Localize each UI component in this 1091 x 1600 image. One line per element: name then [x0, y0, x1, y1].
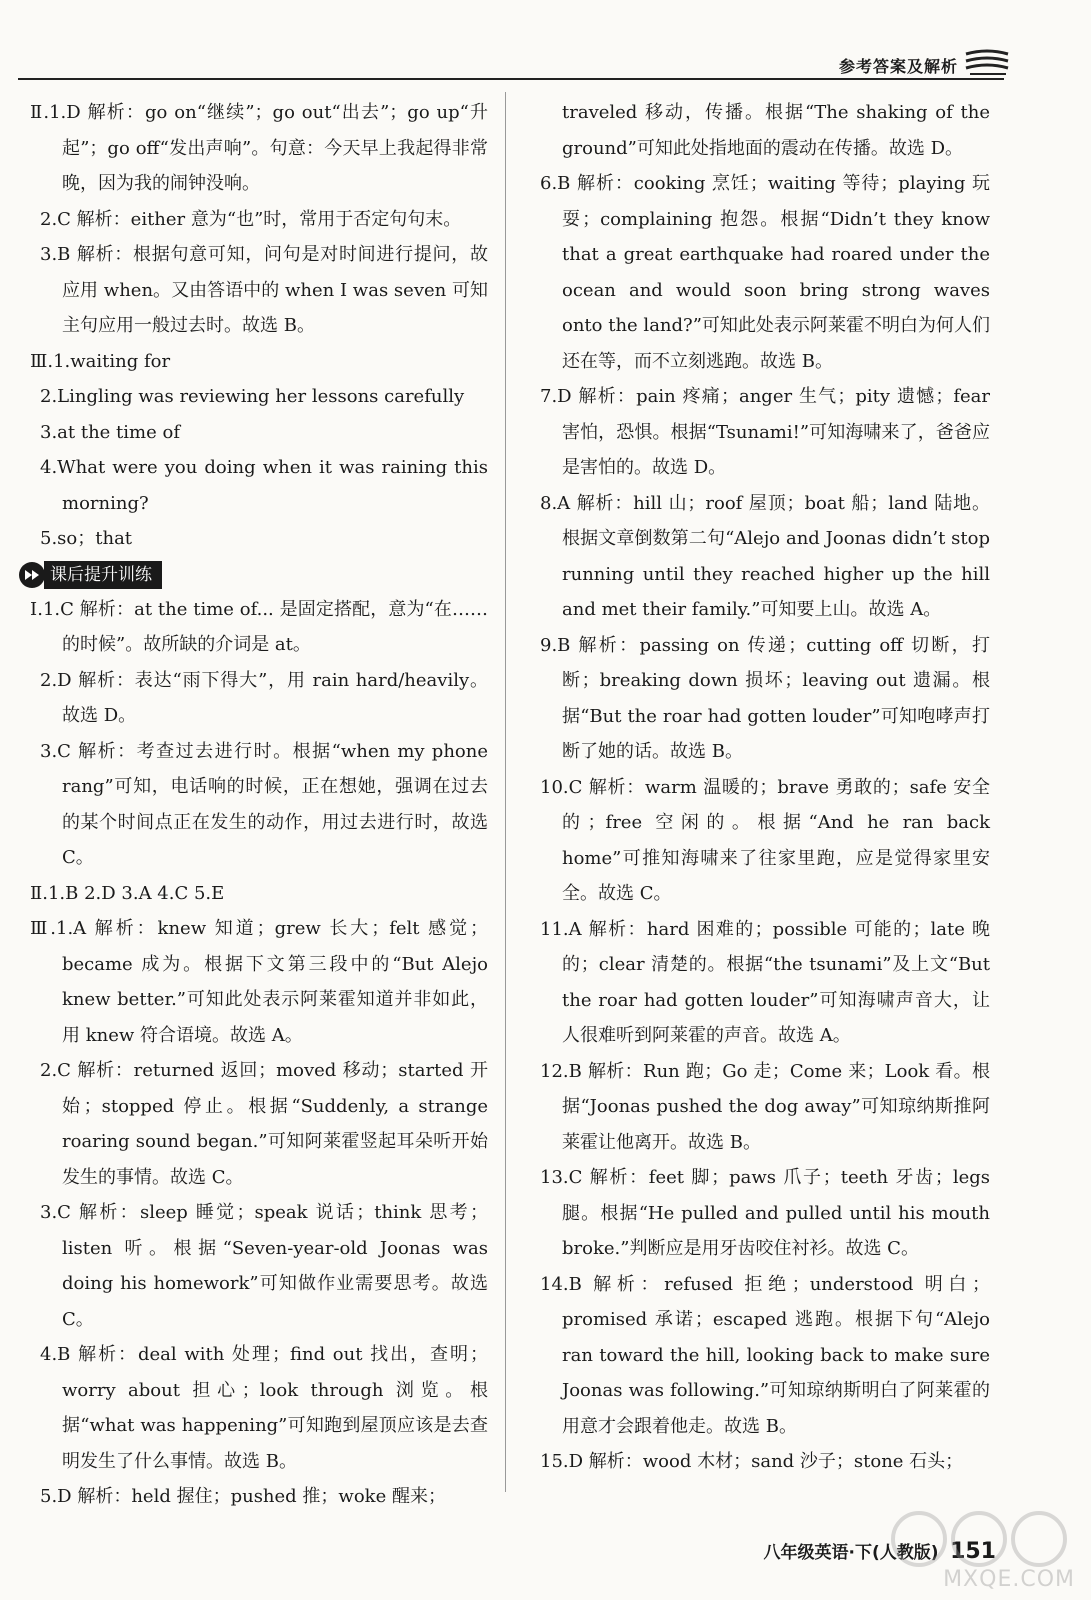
- answer-item: 8.A 解析：hill 山；roof 屋顶；boat 船；land 陆地。根据文章倒数第二句“Alejo and Joonas didn’t stop running until they reached higher up the hill and met their family.”可知要上山。故选 A。: [540, 492, 990, 620]
- header-title: 参考答案及解析: [838, 57, 958, 76]
- answer-item: 10.C 解析：warm 温暖的；brave 勇敢的；safe 安全的；free 空闲的。根据“And he ran back home”可推知海啸来了往家里跑，应是觉得家里安全。故选 C。: [540, 776, 990, 904]
- answer-item: traveled 移动，传播。根据“The shaking of the ground”可知此处指地面的震动在传播。故选 D。: [562, 102, 990, 159]
- answer-item: 9.B 解析：passing on 传递；cutting off 切断，打断；breaking down 损坏；leaving out 遗漏。根据“But the roar had gotten louder”可知咆哮声打断了她的话。故选 B。: [540, 634, 990, 762]
- answer-item: Ⅰ.1.C 解析：at the time of... 是固定搭配，意为“在……的时候”。故所缺的介词是 at。: [30, 598, 488, 655]
- answer-item: 13.C 解析：feet 脚；paws 爪子；teeth 牙齿；legs 腿。根据“He pulled and pulled until his mouth broke.”判断应是用牙齿咬住衬衫。故选 C。: [540, 1167, 990, 1259]
- answer-item: 3.B 解析：根据句意可知，问句是对时间进行提问，故应用 when。又由答语中的 when I was seven 可知主句应用一般过去时。故选 B。: [40, 244, 488, 336]
- page-number: 151: [950, 1539, 996, 1564]
- answer-item: 7.D 解析：pain 疼痛；anger 生气；pity 遗憾；fear 害怕，恐惧。根据“Tsunami!”可知海啸来了，爸爸应是害怕的。故选 D。: [540, 386, 990, 478]
- book-title: 八年级英语·下(人教版): [763, 1543, 939, 1563]
- answer-item: 6.B 解析：cooking 烹饪；waiting 等待；playing 玩耍；complaining 抱怨。根据“Didn’t they know that a great earthquake had roared under the ocean and would soon bring strong waves onto the land?”可知此处表示阿莱霍不明白为何人们还在等，而不立刻逃跑。故选 B。: [540, 173, 990, 372]
- answer-item: 5.D 解析：held 握住；pushed 推；woke 醒来；: [40, 1486, 446, 1507]
- arrow-badge-icon: [18, 561, 46, 589]
- answer-list-part1: [30, 95, 488, 557]
- answer-item: Ⅲ.1.A 解析：knew 知道；grew 长大；felt 感觉；became 成为。根据下文第三段中的“But Alejo knew better.”可知此处表示阿莱霍知道并非如此，用 knew 符合语境。故选 A。: [30, 918, 488, 1046]
- answer-item: 3.at the time of: [40, 421, 180, 443]
- page-header: [18, 40, 1018, 84]
- section-banner-label: 课后提升训练: [44, 561, 162, 589]
- answer-item: 14.B 解析：refused 拒绝；understood 明白；promised 承诺；escaped 逃跑。根据下句“Alejo ran toward the hill, looking back to make sure Joonas was following.”可知琼纳斯明白了阿莱霍的用意才会跟着他走。故选 B。: [540, 1273, 990, 1437]
- right-column: [540, 95, 990, 1480]
- answer-item: 3.C 解析：sleep 睡觉；speak 说话；think 思考；listen 听。根据“Seven-year-old Joonas was doing his homework”可知做作业需要思考。故选 C。: [40, 1202, 488, 1330]
- section-banner: [18, 560, 488, 590]
- watermark-logo-icon: [879, 1504, 1079, 1574]
- answer-item: 5.so；that: [40, 528, 133, 549]
- answer-item: 2.C 解析：either 意为“也”时，常用于否定句句末。: [40, 208, 462, 230]
- answer-item: 11.A 解析：hard 困难的；possible 可能的；late 晚的；clear 清楚的。根据“the tsunami”及上文“But the roar had gotten louder”可知海啸声音大，让人很难听到阿莱霍的声音。故选 A。: [540, 918, 990, 1046]
- answer-item: 4.B 解析：deal with 处理；find out 找出，查明；worry about 担心；look through 浏览。根据“what was happening”可知跑到屋顶应该是去查明发生了什么事情。故选 B。: [40, 1344, 488, 1472]
- answer-item: 12.B 解析：Run 跑；Go 走；Come 来；Look 看。根据“Joonas pushed the dog away”可知琼纳斯推阿莱霍让他离开。故选 B。: [540, 1060, 990, 1153]
- answer-item: 3.C 解析：考查过去进行时。根据“when my phone rang”可知，电话响的时候，正在想她，强调在过去的某个时间点正在发生的动作，用过去进行时，故选 C。: [40, 740, 488, 868]
- answer-item: Ⅱ.1.B 2.D 3.A 4.C 5.E: [30, 882, 225, 904]
- answer-item: 15.D 解析：wood 木材；sand 沙子；stone 石头；: [540, 1451, 964, 1472]
- answer-item: 2.D 解析：表达“雨下得大”，用 rain hard/heavily。故选 D。: [40, 669, 488, 726]
- watermark-text: MXQE.COM: [943, 1567, 1075, 1592]
- answer-item: Ⅲ.1.waiting for: [30, 350, 171, 372]
- answer-item: 4.What were you doing when it was raining this morning?: [40, 457, 488, 514]
- left-column: [30, 95, 488, 1515]
- header-rule: [18, 78, 1004, 80]
- answer-list-part2: [30, 592, 488, 1515]
- answer-item: 2.C 解析：returned 返回；moved 移动；started 开始；stopped 停止。根据“Suddenly, a strange roaring sound began.”可知阿莱霍竖起耳朵听开始发生的事情。故选 C。: [40, 1060, 488, 1188]
- column-divider: [505, 92, 506, 1492]
- answer-list-right: [540, 95, 990, 1480]
- book-stack-icon: [962, 46, 1012, 78]
- answer-item: Ⅱ.1.D 解析：go on“继续”；go out“出去”；go up“升起”；go off“发出声响”。句意：今天早上我起得非常晚，因为我的闹钟没响。: [30, 102, 488, 194]
- watermark: [879, 1504, 1079, 1594]
- answer-item: 2.Lingling was reviewing her lessons carefully: [40, 386, 465, 407]
